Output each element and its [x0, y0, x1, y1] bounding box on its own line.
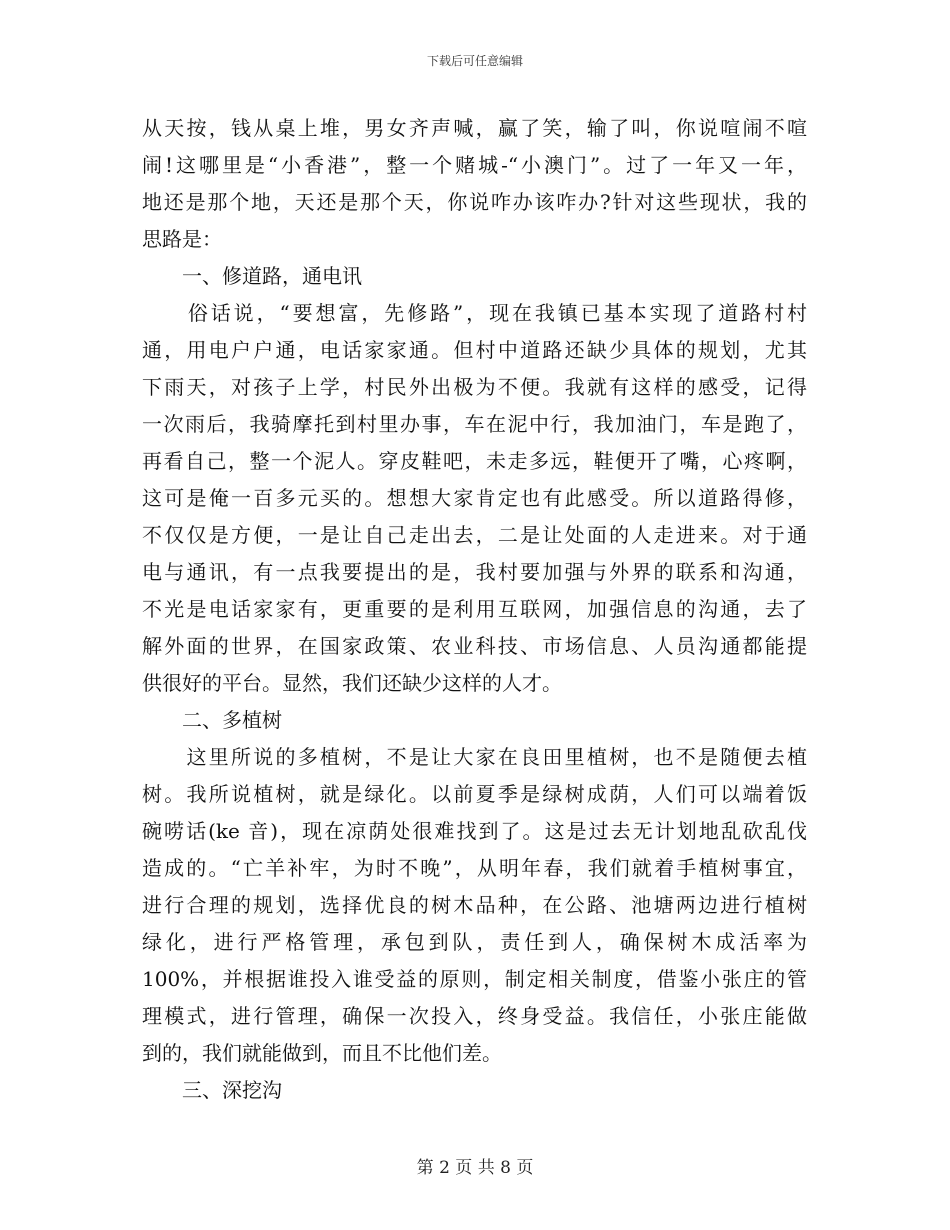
text-line: 进行合理的规划，选择优良的树木品种，在公路、池塘两边进行植树: [142, 893, 807, 917]
text-line: 地还是那个地，天还是那个天，你说咋办该咋办?针对这些现状，我的: [142, 190, 807, 214]
text-line: 造成的。“亡羊补牢，为时不晚”，从明年春，我们就着手植树事宜，: [142, 856, 807, 880]
text-line: 一次雨后，我骑摩托到村里办事，车在泥中行，我加油门，车是跑了，: [142, 412, 807, 436]
text-line: 再看自己，整一个泥人。穿皮鞋吧，未走多远，鞋便开了嘴，心疼啊，: [142, 449, 807, 473]
page-header: 下载后可任意编辑: [426, 54, 523, 68]
text-line: 100%，并根据谁投入谁受益的原则，制定相关制度，借鉴小张庄的管: [142, 967, 807, 991]
text-line: 解外面的世界，在国家政策、农业科技、市场信息、人员沟通都能提: [142, 634, 807, 658]
page-footer: 第 2 页 共 8 页: [416, 1158, 534, 1178]
text-line: 到的，我们就能做到，而且不比他们差。: [142, 1041, 502, 1065]
document-body: [142, 110, 807, 1109]
text-line: 碗唠话(ke 音)，现在凉荫处很难找到了。这是过去无计划地乱砍乱伐: [142, 819, 807, 843]
text-line: 绿化，进行严格管理，承包到队，责任到人，确保树木成活率为: [142, 930, 807, 954]
text-line: 电与通讯，有一点我要提出的是，我村要加强与外界的联系和沟通，: [142, 560, 807, 584]
text-line: 树。我所说植树，就是绿化。以前夏季是绿树成荫，人们可以端着饭: [142, 782, 807, 806]
text-line: 从天按，钱从桌上堆，男女齐声喊，赢了笑，输了叫，你说喧闹不喧: [142, 116, 807, 140]
text-line: 不光是电话家家有，更重要的是利用互联网，加强信息的沟通，去了: [142, 597, 807, 621]
text-line: 通，用电户户通，电话家家通。但村中道路还缺少具体的规划，尤其: [142, 338, 807, 362]
text-line: 二、多植树: [142, 708, 282, 732]
text-line: 思路是：: [142, 227, 222, 251]
text-line: 闹!这哪里是“小香港”，整一个赌城-“小澳门”。过了一年又一年，: [142, 153, 807, 177]
text-line: 三、深挖沟: [142, 1078, 282, 1102]
text-line: 理模式，进行管理，确保一次投入，终身受益。我信任，小张庄能做: [142, 1004, 807, 1028]
text-line: 这可是俺一百多元买的。想想大家肯定也有此感受。所以道路得修，: [142, 486, 807, 510]
text-line: 不仅仅是方便，一是让自己走出去，二是让处面的人走进来。对于通: [142, 523, 807, 547]
text-line: 俗话说，“要想富，先修路”，现在我镇已基本实现了道路村村: [142, 301, 807, 325]
text-line: 这里所说的多植树，不是让大家在良田里植树，也不是随便去植: [142, 745, 807, 769]
text-line: 供很好的平台。显然，我们还缺少这样的人才。: [142, 671, 562, 695]
text-line: 下雨天，对孩子上学，村民外出极为不便。我就有这样的感受，记得: [142, 375, 807, 399]
text-line: 一、修道路，通电讯: [142, 264, 362, 288]
